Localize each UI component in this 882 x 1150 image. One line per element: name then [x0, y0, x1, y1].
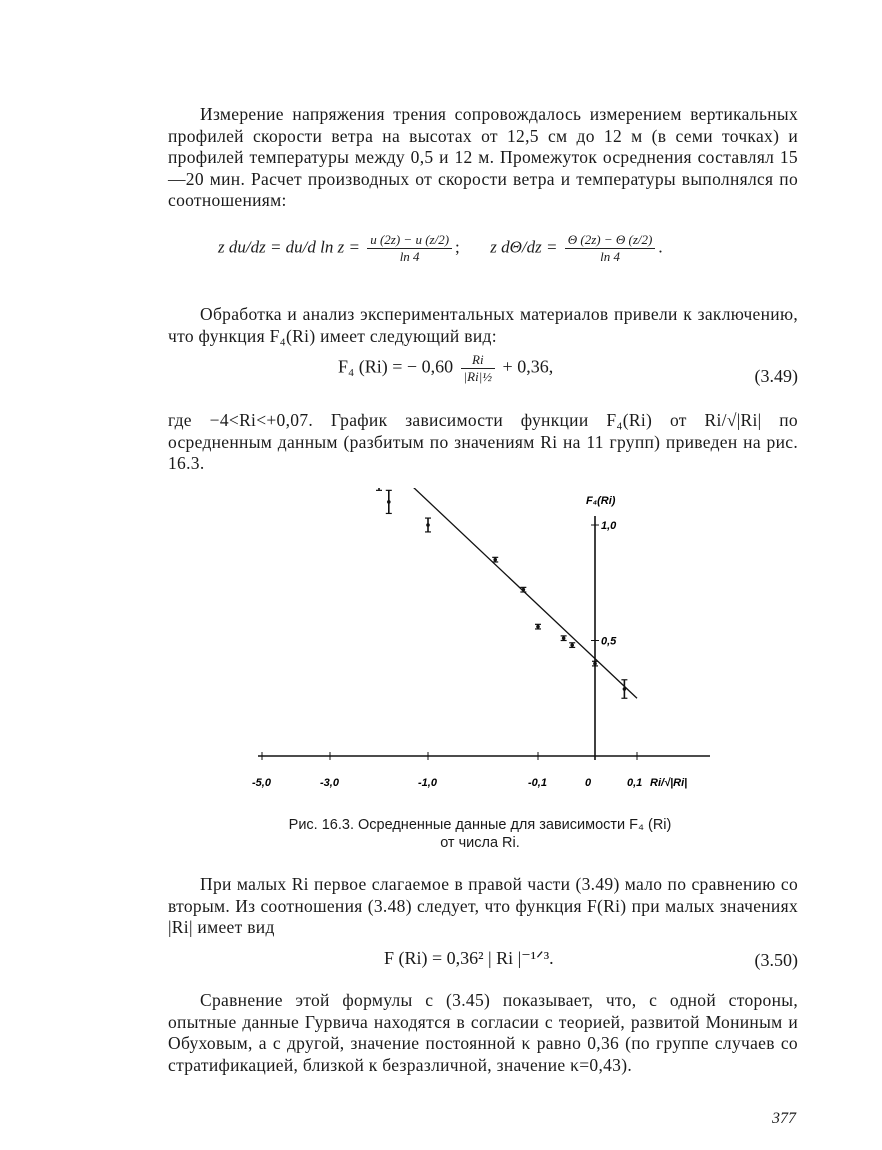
eq349-left: F₄ (Ri) = − 0,60 — [338, 356, 454, 377]
eq1-left: z du/dz = du/d ln z = — [218, 237, 360, 257]
x-tick-label: -1,0 — [418, 777, 437, 789]
fit-line — [311, 488, 637, 698]
figure-caption — [240, 816, 720, 852]
eq349-right: + 0,36, — [502, 356, 554, 377]
eq2-left: z dΘ/dz = — [490, 237, 558, 257]
paragraph-comparison: Сравнение этой формулы с (3.45) показывает, что, с одной стороны, опытные данные Гурвича находятся в согласии с теорией, развитой Мониным и Обуховым, а с другой, значение постоянной κ равно 0,36 (по группе случаев со стратификацией, близкой к безразличной, значение κ=0,43). — [168, 990, 798, 1075]
y-tick-label: 0,5 — [601, 635, 617, 648]
caption-line-2: от числа Ri. — [440, 835, 520, 851]
chart-axes — [252, 488, 710, 789]
x-tick-label: -0,1 — [528, 777, 547, 789]
equation-derivatives — [218, 232, 663, 265]
eq349-denominator: |Ri|½ — [463, 369, 493, 384]
eq1-separator: ; — [455, 237, 460, 257]
caption-line-1: Рис. 16.3. Осредненные данные для зависимости F₄ (Ri) — [288, 817, 672, 833]
data-point — [536, 625, 540, 629]
x-tick-label: -5,0 — [252, 777, 271, 789]
paragraph-small-ri: При малых Ri первое слагаемое в правой части (3.49) мало по сравнению со вторым. Из соотношения (3.48) следует, что функция F(Ri) при малых значениях |Ri| имеет вид — [168, 874, 798, 937]
eq2-numerator: Θ (2z) − Θ (z/2) — [565, 232, 656, 249]
eq1-denominator: ln 4 — [399, 249, 420, 264]
data-point — [562, 636, 566, 640]
chart-fit-line — [311, 488, 637, 698]
data-point — [593, 662, 597, 666]
data-point — [493, 558, 497, 562]
data-point — [387, 500, 391, 504]
eq2-denominator: ln 4 — [600, 249, 620, 264]
eq349-numerator: Ri — [461, 352, 495, 369]
data-point — [426, 523, 430, 527]
paragraph-graph-ref: где −4<Ri<+0,07. График зависимости функции F₄(Ri) от Ri/√|Ri| по осредненным данным (разбитым по значениям Ri на 11 групп) приведен на рис. 16.3. — [168, 410, 798, 473]
eq1-numerator: u (2z) − u (z/2) — [367, 232, 452, 249]
equation-3-49 — [338, 352, 553, 385]
eq2-end: . — [658, 237, 663, 257]
equation-number-3-49: (3.49) — [754, 366, 798, 386]
paragraph-analysis: Обработка и анализ экспериментальных материалов привели к заключению, что функция F₄(Ri) имеет следующий вид: — [168, 304, 798, 346]
data-point — [570, 643, 574, 647]
chart-y-axis-label: F₄(Ri) — [586, 495, 616, 507]
x-tick-label: -3,0 — [320, 777, 339, 789]
x-tick-label: 0,1 — [627, 777, 643, 789]
figure-16-3-chart — [240, 488, 740, 808]
paragraph-intro: Измерение напряжения трения сопровождалось измерением вертикальных профилей скорости ветра на высотах от 12,5 см до 12 м (в семи точках) и профилей температуры между 0,5 и 12 м. Промежуток осреднения составлял 15—20 мин. Расчет производных от скорости ветра и температуры выполнялся по соотношениям: — [168, 104, 798, 210]
y-tick-label: 1,0 — [601, 520, 617, 532]
equation-number-3-50: (3.50) — [754, 950, 798, 970]
x-tick-label: 0 — [585, 777, 592, 789]
chart-x-axis-label: Ri/√|Ri| — [650, 777, 688, 789]
page-number: 377 — [772, 1110, 796, 1127]
data-point — [623, 687, 627, 691]
equation-3-50: F (Ri) = 0,36² | Ri |⁻¹ᐟ³. — [384, 948, 554, 968]
chart-points — [320, 488, 627, 698]
data-point — [522, 588, 526, 592]
